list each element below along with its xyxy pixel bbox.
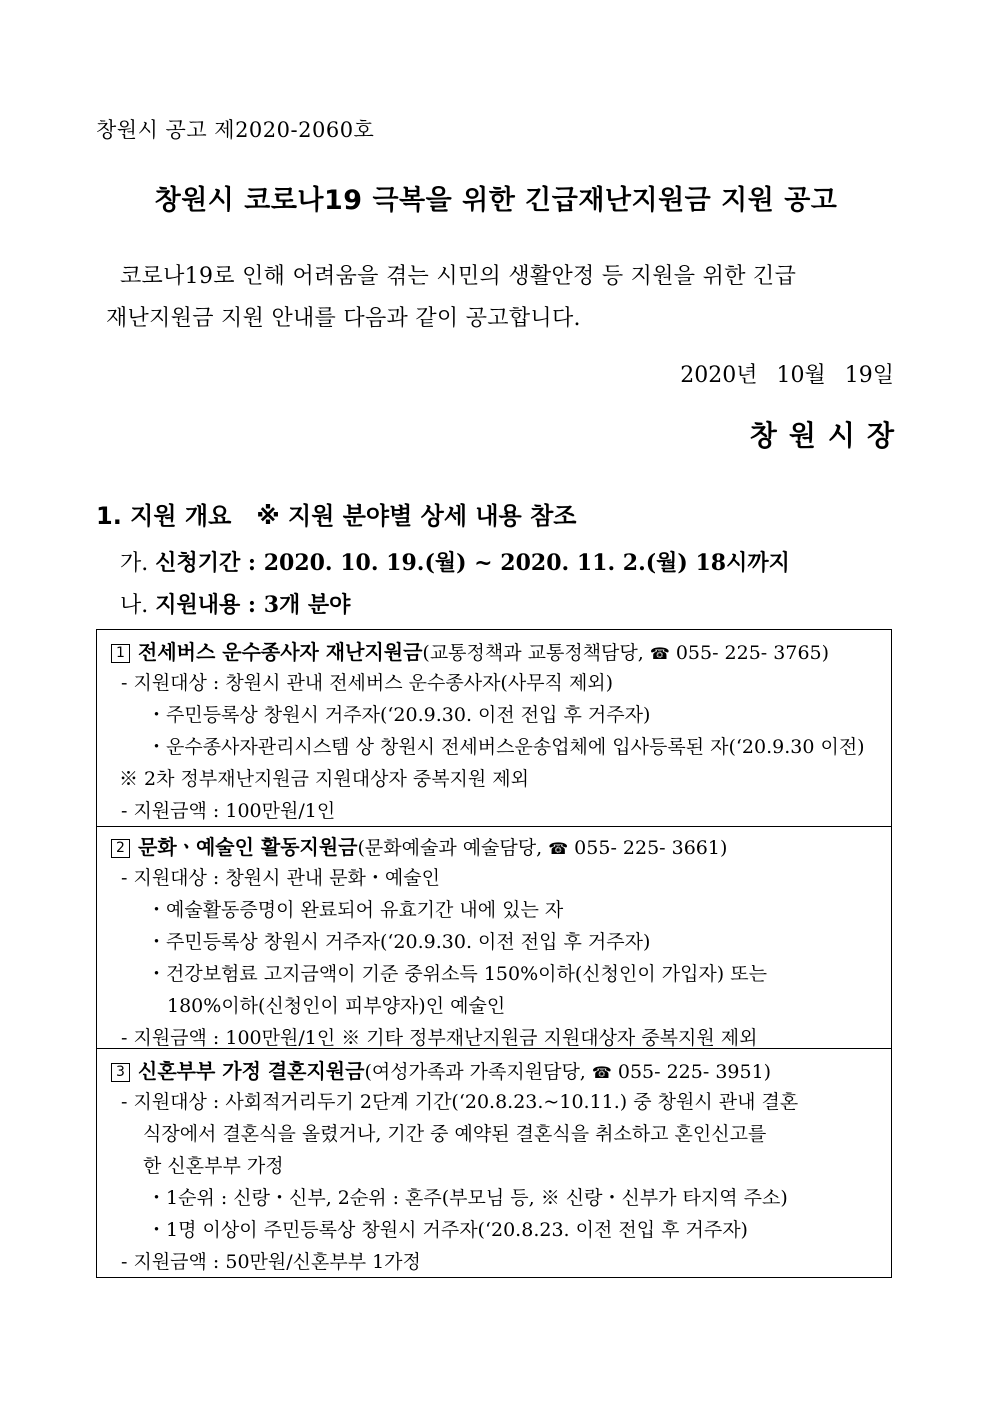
signer: 창원시장 <box>749 419 906 452</box>
support-box-bus <box>96 629 892 827</box>
support-box-culture <box>96 826 892 1049</box>
box-line: ・주민등록상 창원시 거주자(‘20.9.30. 이전 전입 후 거주자) <box>147 931 651 953</box>
box-line: ・운수종사자관리시스템 상 창원시 전세버스운송업체에 입사등록된 자(‘20.9.30 이전) <box>147 736 865 758</box>
box-number: 3 <box>111 1063 130 1082</box>
box-heading <box>111 636 829 665</box>
doc-title: 창원시 코로나19 극복을 위한 긴급재난지원금 지원 공고 <box>154 185 838 216</box>
box-line: 한 신혼부부 가정 <box>143 1155 284 1177</box>
intro-paragraph <box>106 256 896 340</box>
box-line: ※ 2차 정부재난지원금 지원대상자 중복지원 제외 <box>119 768 530 790</box>
box-line: - 지원대상 : 창원시 관내 문화・예술인 <box>121 867 440 889</box>
support-content-text: 지원내용 : 3개 분야 <box>155 592 351 618</box>
box-heading <box>111 1055 771 1084</box>
support-content-prefix: 나. <box>120 593 156 618</box>
support-content <box>120 588 350 619</box>
doc-number: 창원시 공고 제2020-2060호 <box>96 118 375 142</box>
box-number: 2 <box>111 839 130 858</box>
phone-icon: ☎ <box>591 1063 612 1082</box>
box-number: 1 <box>111 644 130 663</box>
box-line: - 지원금액 : 100만원/1인 <box>121 800 336 822</box>
section-title: 1. 지원 개요 ※ 지원 분야별 상세 내용 참조 <box>96 502 577 530</box>
box-line: ・건강보험료 고지금액이 기준 중위소득 150%이하(신청인이 가입자) 또는 <box>147 963 767 985</box>
box-line: ・1명 이상이 주민등록상 창원시 거주자(‘20.8.23. 이전 전입 후 거주자) <box>147 1219 748 1241</box>
box-dept: (문화예술과 예술담당, <box>357 837 549 859</box>
box-phone: 055- 225- 3765) <box>669 642 830 664</box>
phone-icon: ☎ <box>649 644 670 663</box>
box-name: 신혼부부 가정 결혼지원금 <box>138 1059 365 1083</box>
box-line: - 지원대상 : 사회적거리두기 2단계 기간(‘20.8.23.~10.11.) 중 창원시 관내 결혼 <box>121 1091 799 1113</box>
box-line: ・주민등록상 창원시 거주자(‘20.9.30. 이전 전입 후 거주자) <box>147 704 651 726</box>
box-line: 180%이하(신청인이 피부양자)인 예술인 <box>167 995 506 1017</box>
application-period <box>120 546 790 577</box>
intro-line-2: 재난지원금 지원 안내를 다음과 같이 공고합니다. <box>106 306 581 331</box>
support-box-newlyweds <box>96 1048 892 1278</box>
box-phone: 055- 225- 3661) <box>568 837 728 859</box>
box-heading <box>111 831 727 860</box>
box-dept: (여성가족과 가족지원담당, <box>364 1061 592 1083</box>
phone-icon: ☎ <box>548 839 569 858</box>
box-line: 식장에서 결혼식을 올렸거나, 기간 중 예약된 결혼식을 취소하고 혼인신고를 <box>143 1123 767 1145</box>
box-line: - 지원대상 : 창원시 관내 전세버스 운수종사자(사무직 제외) <box>121 672 614 694</box>
box-line: ・1순위 : 신랑・신부, 2순위 : 혼주(부모님 등, ※ 신랑・신부가 타지역 주소) <box>147 1187 788 1209</box>
box-line: ・예술활동증명이 완료되어 유효기간 내에 있는 자 <box>147 899 564 921</box>
notice-date: 2020년 10월 19일 <box>680 363 894 388</box>
box-dept: (교통정책과 교통정책담당, <box>422 642 650 664</box>
application-period-text: 신청기간 : 2020. 10. 19.(월) ~ 2020. 11. 2.(월) 18시까지 <box>155 550 790 576</box>
intro-line-1: 코로나19로 인해 어려움을 겪는 시민의 생활안정 등 지원을 위한 긴급 <box>120 264 797 289</box>
box-phone: 055- 225- 3951) <box>611 1061 772 1083</box>
box-name: 문화ㆍ예술인 활동지원금 <box>138 835 358 859</box>
box-line: - 지원금액 : 100만원/1인 ※ 기타 정부재난지원금 지원대상자 중복지원 제외 <box>121 1027 758 1049</box>
box-name: 전세버스 운수종사자 재난지원금 <box>138 640 423 664</box>
box-line: - 지원금액 : 50만원/신혼부부 1가정 <box>121 1251 421 1273</box>
application-period-prefix: 가. <box>120 551 156 576</box>
